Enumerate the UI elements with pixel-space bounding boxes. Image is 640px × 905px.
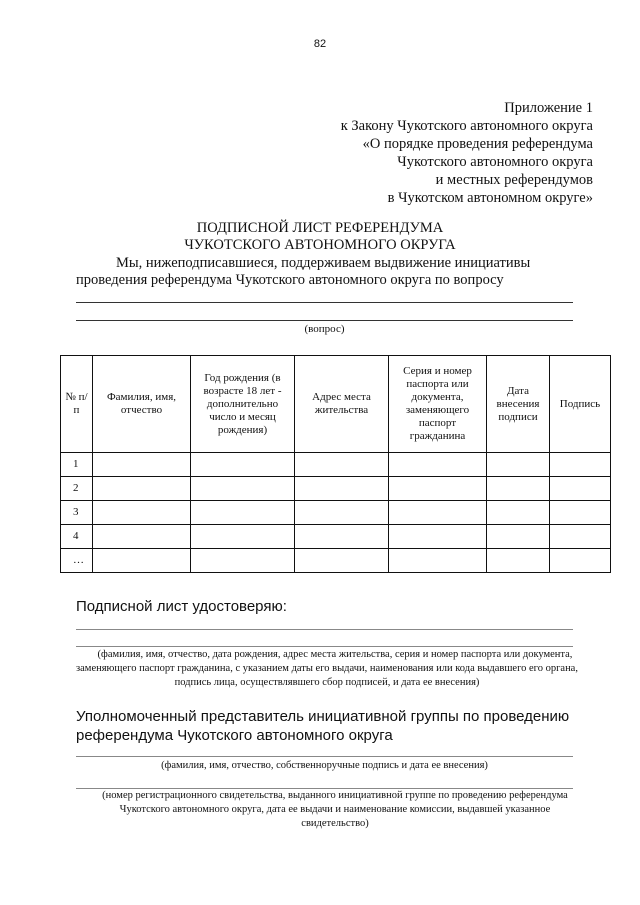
appendix-line: в Чукотском автономном округе» — [387, 190, 593, 206]
representative-line-1: Уполномоченный представитель инициативной группы по проведению — [76, 708, 570, 725]
table-cell[interactable] — [295, 453, 389, 477]
appendix-header — [341, 99, 593, 207]
table-cell[interactable] — [389, 549, 487, 573]
table-cell[interactable] — [191, 453, 295, 477]
table-cell[interactable] — [93, 525, 191, 549]
row-number: 4 — [61, 525, 93, 549]
row-number: 3 — [61, 501, 93, 525]
intro-text — [76, 255, 576, 289]
table-cell[interactable] — [487, 477, 550, 501]
table-cell[interactable] — [389, 477, 487, 501]
column-header: № п/п — [61, 356, 93, 453]
table-cell[interactable] — [487, 525, 550, 549]
column-header: Фамилия, имя, отчество — [93, 356, 191, 453]
appendix-line: и местных референдумов — [435, 172, 593, 188]
intro-line-2: проведения референдума Чукотского автономного округа по вопросу — [76, 272, 504, 288]
table-row — [61, 501, 611, 525]
table-cell[interactable] — [191, 525, 295, 549]
table-cell[interactable] — [487, 501, 550, 525]
table-header-row — [61, 356, 611, 453]
table-cell[interactable] — [93, 549, 191, 573]
table-row — [61, 549, 611, 573]
table-cell[interactable] — [295, 477, 389, 501]
signature-table — [60, 355, 611, 573]
representative-signature-line — [76, 756, 573, 757]
table-cell[interactable] — [550, 525, 611, 549]
table-row — [61, 453, 611, 477]
table-cell[interactable] — [487, 549, 550, 573]
table-cell[interactable] — [550, 501, 611, 525]
row-number: 1 — [61, 453, 93, 477]
row-number: 2 — [61, 477, 93, 501]
column-header: Серия и номер паспорта или документа, заменяющего паспорт гражданина — [389, 356, 487, 453]
certify-label: Подписной лист удостоверяю: — [76, 598, 287, 615]
representative-caption: (фамилия, имя, отчество, собственноручные подпись и дата ее внесения) — [161, 760, 488, 771]
table-cell[interactable] — [191, 477, 295, 501]
table-cell[interactable] — [191, 549, 295, 573]
table-row — [61, 525, 611, 549]
intro-line-1: Мы, нижеподписавшиеся, поддерживаем выдвижение инициативы — [116, 255, 531, 271]
table-cell[interactable] — [389, 525, 487, 549]
certify-line-2 — [76, 646, 573, 647]
column-header: Подпись — [550, 356, 611, 453]
table-cell[interactable] — [295, 501, 389, 525]
appendix-line: Приложение 1 — [504, 100, 593, 116]
appendix-line: к Закону Чукотского автономного округа — [340, 118, 593, 134]
table-cell[interactable] — [295, 549, 389, 573]
question-line-1 — [76, 302, 573, 303]
table-cell[interactable] — [550, 453, 611, 477]
table-row — [61, 477, 611, 501]
certify-caption: (фамилия, имя, отчество, дата рождения, адрес места жительства, серия и номер паспорта или документа, заменяющего паспорт гражданина, с указанием даты его выдачи, наименования или кода выдавшего его органа, подпись лица, осуществлявшего сбор подписей, и дата ее внесения) — [76, 649, 578, 688]
registration-caption: (номер регистрационного свидетельства, выданного инициативной группе по проведению референдума Чукотского автономного округа, дата ее выдачи и наименование комиссии, выдавшей указанное свидетельство) — [102, 790, 568, 829]
table-cell[interactable] — [93, 477, 191, 501]
table-cell[interactable] — [295, 525, 389, 549]
table-cell[interactable] — [389, 453, 487, 477]
document-title-line-2: ЧУКОТСКОГО АВТОНОМНОГО ОКРУГА — [184, 237, 456, 253]
representative-line-2: референдума Чукотского автономного округа — [76, 727, 393, 744]
row-number: … — [61, 549, 93, 573]
certify-line-1 — [76, 629, 573, 630]
column-header: Дата внесения подписи — [487, 356, 550, 453]
table-cell[interactable] — [550, 549, 611, 573]
column-header: Год рождения (в возрасте 18 лет - дополнительно число и месяц рождения) — [191, 356, 295, 453]
page-number: 82 — [313, 38, 327, 50]
appendix-line: «О порядке проведения референдума — [362, 136, 593, 152]
table-cell[interactable] — [487, 453, 550, 477]
table-cell[interactable] — [550, 477, 611, 501]
table-cell[interactable] — [389, 501, 487, 525]
table-cell[interactable] — [93, 453, 191, 477]
appendix-line: Чукотского автономного округа — [397, 154, 593, 170]
question-line-2 — [76, 320, 573, 321]
document-title-line-1: ПОДПИСНОЙ ЛИСТ РЕФЕРЕНДУМА — [196, 220, 444, 236]
column-header: Адрес места жительства — [295, 356, 389, 453]
table-cell[interactable] — [191, 501, 295, 525]
table-cell[interactable] — [93, 501, 191, 525]
question-caption: (вопрос) — [304, 323, 345, 335]
